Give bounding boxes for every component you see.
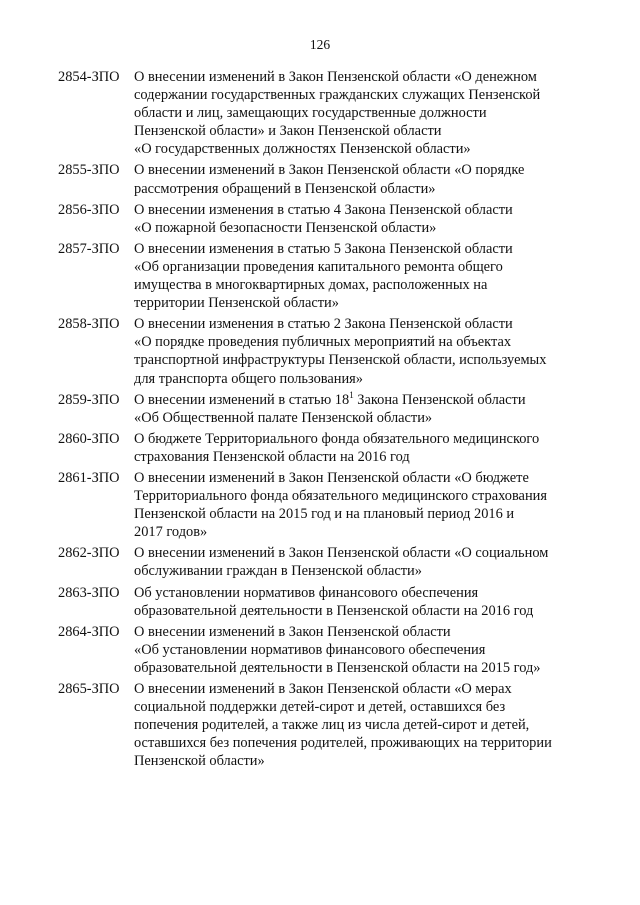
law-title-line: образовательной деятельности в Пензенской области на 2016 год [134, 602, 534, 619]
law-title [134, 68, 590, 158]
law-title [134, 680, 590, 770]
law-title-line: социальной поддержки детей-сирот и детей, оставшихся без [134, 699, 506, 716]
law-title-line: попечения родителей, а также лиц из числа детей-сирот и детей, [134, 717, 530, 734]
law-number: 2861-ЗПО [58, 469, 120, 486]
law-title-text: Закона Пензенской области [353, 391, 526, 408]
law-title-line: оставшихся без попечения родителей, проживающих на территории [134, 735, 552, 752]
law-entry-2863 [58, 584, 590, 620]
law-title-line: О внесении изменений в Закон Пензенской области [134, 623, 451, 640]
law-title [134, 584, 590, 620]
law-title [134, 623, 590, 677]
law-title-line: имущества в многоквартирных домах, расположенных на [134, 277, 488, 294]
law-entry-2857 [58, 240, 590, 312]
law-title-line: «О пожарной безопасности Пензенской области» [134, 219, 437, 236]
law-title-line: рассмотрения обращений в Пензенской области» [134, 180, 436, 197]
law-entry-2860 [58, 430, 590, 466]
law-title-line: О внесении изменения в статью 4 Закона Пензенской области [134, 201, 513, 218]
law-title-line: «О государственных должностях Пензенской области» [134, 141, 471, 158]
law-entry-2864 [58, 623, 590, 677]
law-title-line: для транспорта общего пользования» [134, 370, 363, 387]
law-title-line: страхования Пензенской области на 2016 год [134, 448, 410, 465]
law-title-line: Пензенской области» [134, 753, 265, 770]
law-entry-2856 [58, 201, 590, 237]
law-title-line: «Об установлении нормативов финансового обеспечения [134, 641, 486, 658]
law-title [134, 240, 590, 312]
law-title [134, 391, 590, 427]
law-number: 2863-ЗПО [58, 584, 120, 601]
law-entry-2859 [58, 391, 590, 427]
law-title [134, 430, 590, 466]
law-title-line: транспортной инфраструктуры Пензенской области, используемых [134, 352, 547, 369]
law-entry-2865 [58, 680, 590, 770]
law-entry-2855 [58, 161, 590, 197]
law-number: 2865-ЗПО [58, 681, 120, 697]
law-title-line: образовательной деятельности в Пензенской области на 2015 год» [134, 659, 541, 676]
law-title-line: О внесении изменения в статью 5 Закона Пензенской области [134, 240, 513, 257]
law-number: 2858-ЗПО [58, 316, 120, 333]
law-title-line: 2017 годов» [134, 524, 208, 541]
law-entry-2861 [58, 469, 590, 541]
law-title-line: О внесении изменений в Закон Пензенской области «О бюджете [134, 469, 529, 486]
law-title-line: О внесении изменений в Закон Пензенской области «О социальном [134, 545, 549, 562]
law-title-line: территории Пензенской области» [134, 295, 339, 312]
law-number: 2855-ЗПО [58, 162, 120, 179]
law-title [134, 161, 590, 197]
law-title-text: О внесении изменений в статью 18 [134, 391, 350, 408]
law-list [58, 68, 590, 773]
law-number: 2857-ЗПО [58, 240, 120, 257]
law-title-line: «Об Общественной палате Пензенской области» [134, 409, 433, 426]
law-title-line [134, 391, 590, 409]
law-title-line: «О порядке проведения публичных мероприятий на объектах [134, 334, 512, 351]
law-title [134, 469, 590, 541]
law-title-line: области и лиц, замещающих государственные должности [134, 105, 487, 122]
law-title-line: содержании государственных гражданских служащих Пензенской [134, 87, 541, 104]
law-title-line: Об установлении нормативов финансового обеспечения [134, 584, 479, 601]
law-title-line: О внесении изменений в Закон Пензенской области «О денежном [134, 69, 537, 85]
law-number: 2854-ЗПО [58, 69, 120, 85]
law-title [134, 201, 590, 237]
law-title-line: «Об организации проведения капитального ремонта общего [134, 258, 503, 275]
law-title-line: О бюджете Территориального фонда обязательного медицинского [134, 430, 540, 447]
page-number: 126 [309, 37, 331, 52]
law-title-line: О внесении изменений в Закон Пензенской области «О порядке [134, 162, 525, 179]
law-title-line: О внесении изменений в Закон Пензенской области «О мерах [134, 681, 512, 697]
law-title-line: Пензенской области» и Закон Пензенской области [134, 123, 442, 140]
law-title-line: Пензенской области на 2015 год и на плановый период 2016 и [134, 506, 515, 523]
law-title [134, 544, 590, 580]
law-number: 2856-ЗПО [58, 201, 120, 218]
article-superscript: 1 [349, 389, 354, 400]
law-number: 2860-ЗПО [58, 430, 120, 447]
law-entry-2858 [58, 315, 590, 387]
law-entry-2862 [58, 544, 590, 580]
law-number: 2864-ЗПО [58, 623, 120, 640]
law-title-line: обслуживании граждан в Пензенской области» [134, 563, 422, 580]
law-title [134, 315, 590, 387]
law-number: 2862-ЗПО [58, 545, 120, 562]
law-title-line: Территориального фонда обязательного медицинского страхования [134, 488, 547, 505]
law-number: 2859-ЗПО [58, 391, 120, 408]
law-title-line: О внесении изменения в статью 2 Закона Пензенской области [134, 316, 513, 333]
law-entry-2854 [58, 68, 590, 158]
